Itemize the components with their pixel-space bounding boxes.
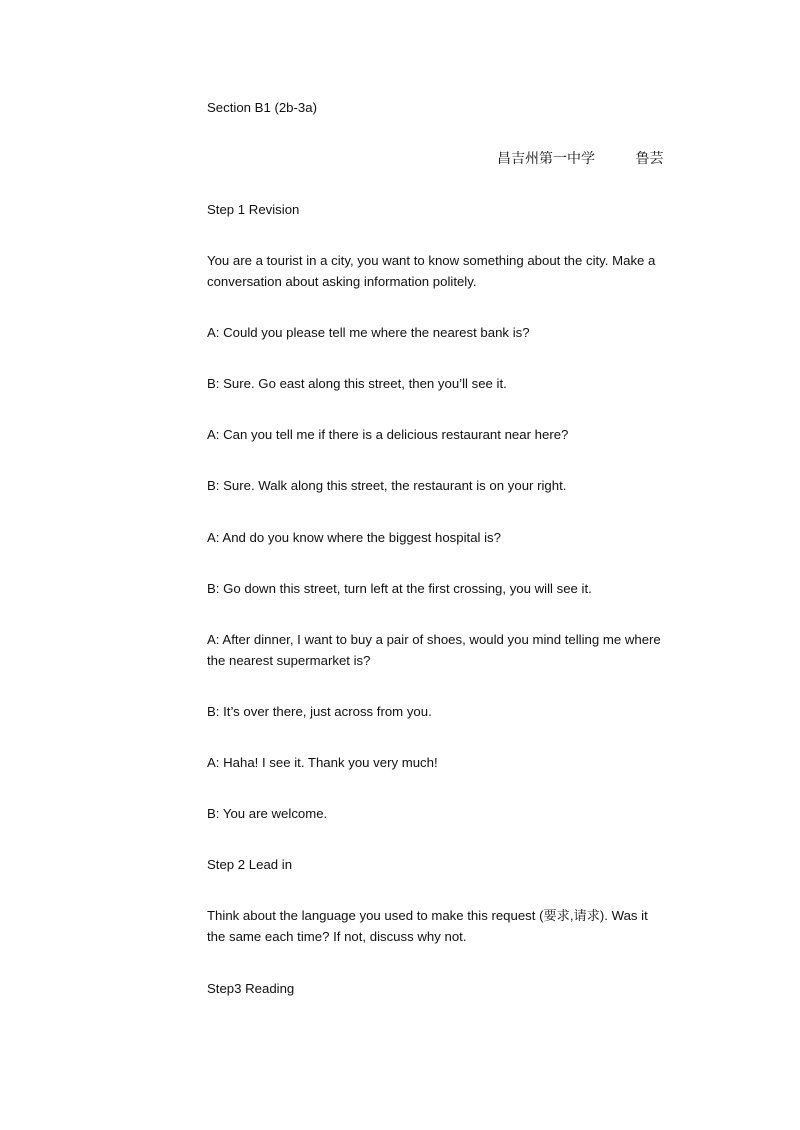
step2-heading: Step 2 Lead in xyxy=(207,857,293,872)
dialogue-line: A: Haha! I see it. Thank you very much! xyxy=(207,755,438,770)
dialogue-line: B: Sure. Go east along this street, then you’ll see it. xyxy=(207,376,507,391)
dialogue-line: A: After dinner, I want to buy a pair of shoes, would you mind telling me where the nearest supermarket is? xyxy=(207,632,661,668)
dialogue-line: A: Can you tell me if there is a delicious restaurant near here? xyxy=(207,427,569,442)
step1-heading: Step 1 Revision xyxy=(207,202,300,217)
author-name: 鲁芸 xyxy=(635,151,664,167)
section-title: Section B1 (2b-3a) xyxy=(207,100,317,115)
step2-text: Think about the language you used to make this request (要求,请求). Was it the same each time? If not, discuss why not. xyxy=(207,908,648,944)
dialogue-line: A: Could you please tell me where the nearest bank is? xyxy=(207,325,530,340)
dialogue-line: B: Sure. Walk along this street, the restaurant is on your right. xyxy=(207,478,567,493)
dialogue-line: B: It’s over there, just across from you. xyxy=(207,704,432,719)
author-line xyxy=(497,148,663,170)
step3-heading: Step3 Reading xyxy=(207,981,295,996)
dialogue-line: A: And do you know where the biggest hospital is? xyxy=(207,530,501,545)
dialogue-line: B: Go down this street, turn left at the first crossing, you will see it. xyxy=(207,581,592,596)
dialogue-line: B: You are welcome. xyxy=(207,806,328,821)
school-name: 昌吉州第一中学 xyxy=(497,151,595,167)
step1-instructions: You are a tourist in a city, you want to know something about the city. Make a conversation about asking information politely. xyxy=(207,253,656,289)
